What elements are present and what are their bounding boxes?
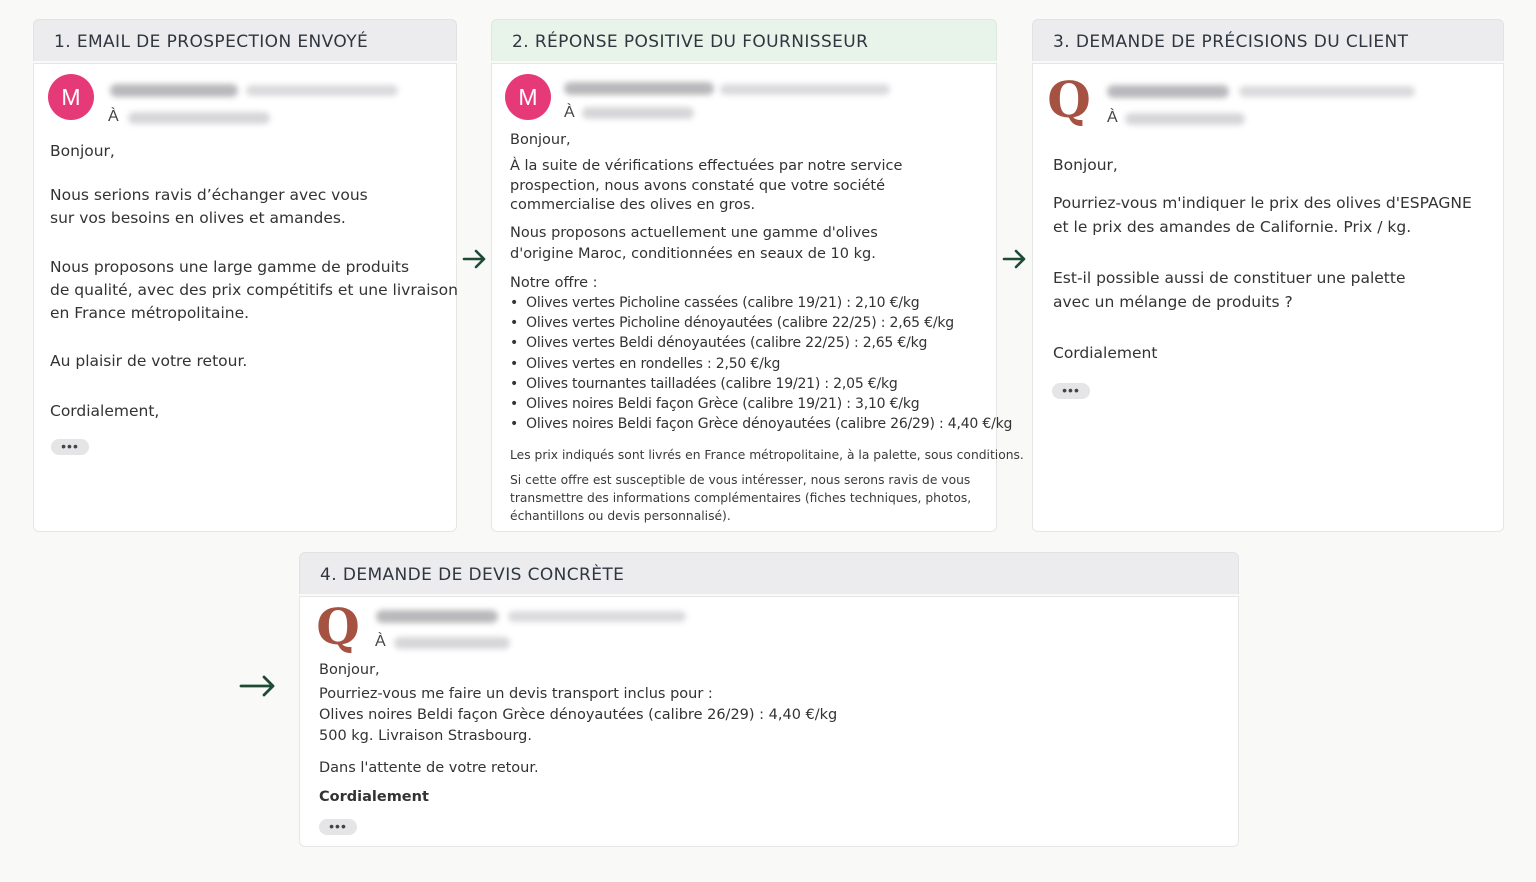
greeting: Bonjour, xyxy=(319,662,380,678)
card-title: 4. DEMANDE DE DEVIS CONCRÈTE xyxy=(299,552,1239,594)
arrow-right-icon xyxy=(1001,245,1029,273)
body-line: avec un mélange de produits ? xyxy=(1053,293,1293,311)
greeting: Bonjour, xyxy=(1053,156,1118,174)
more-options-icon[interactable]: ••• xyxy=(319,819,357,835)
recipient-redacted xyxy=(582,107,694,119)
sender-avatar[interactable]: M xyxy=(48,74,94,120)
recipient-redacted xyxy=(394,637,510,649)
sender-name-redacted xyxy=(110,84,238,97)
sender-email-redacted xyxy=(720,84,890,95)
sender-name-redacted xyxy=(1107,85,1229,98)
greeting: Bonjour, xyxy=(510,132,571,148)
body-line: de qualité, avec des prix compétitifs et une livraison xyxy=(50,281,458,299)
sender-email-redacted xyxy=(1239,86,1415,97)
body-line: prospection, nous avons constaté que votre société xyxy=(510,178,886,194)
body-line: d'origine Maroc, conditionnées en seaux de 10 kg. xyxy=(510,246,876,262)
body-line: commercialise des olives en gros. xyxy=(510,197,756,213)
recipient-redacted xyxy=(1125,113,1245,125)
sender-email-redacted xyxy=(508,611,686,622)
body-line: Nous proposons actuellement une gamme d'olives xyxy=(510,225,878,241)
sender-email-redacted xyxy=(246,85,398,96)
body-line: Est-il possible aussi de constituer une palette xyxy=(1053,269,1406,287)
body-line: Au plaisir de votre retour. xyxy=(50,352,248,370)
arrow-right-icon xyxy=(238,672,278,700)
offer-item: • Olives noires Beldi façon Grèce dénoyautées (calibre 26/29) : 4,40 €/kg xyxy=(510,414,1012,434)
signoff: Cordialement xyxy=(1053,344,1158,362)
email-body xyxy=(299,596,1239,847)
body-line: sur vos besoins en olives et amandes. xyxy=(50,209,346,227)
email-body xyxy=(491,63,1024,532)
card-title: 2. RÉPONSE POSITIVE DU FOURNISSEUR xyxy=(491,19,997,61)
email-body xyxy=(33,63,457,532)
body-line: À la suite de vérifications effectuées par notre service xyxy=(510,158,903,174)
body-line: en France métropolitaine. xyxy=(50,304,250,322)
sender-avatar[interactable]: M xyxy=(505,74,551,120)
arrow-right-icon xyxy=(461,245,489,273)
body-line: Pourriez-vous m'indiquer le prix des olives d'ESPAGNE xyxy=(1053,194,1472,212)
body-line: Nous proposons une large gamme de produits xyxy=(50,258,410,276)
offer-item: • Olives vertes Beldi dénoyautées (calibre 22/25) : 2,65 €/kg xyxy=(510,333,1012,353)
recipient-redacted xyxy=(128,112,270,124)
signoff: Cordialement, xyxy=(50,402,160,420)
offer-item: • Olives vertes Picholine cassées (calibre 19/21) : 2,10 €/kg xyxy=(510,293,1012,313)
card-title: 1. EMAIL DE PROSPECTION ENVOYÉ xyxy=(33,19,457,61)
body-line: Dans l'attente de votre retour. xyxy=(319,760,539,776)
closing-line: échantillons ou devis personnalisé). xyxy=(510,509,731,523)
sender-name-redacted xyxy=(376,610,498,623)
email-card-4 xyxy=(299,552,1239,847)
closing-line: transmettre des informations complémentaires (fiches techniques, photos, xyxy=(510,491,972,505)
offer-item: • Olives vertes en rondelles : 2,50 €/kg xyxy=(510,354,1012,374)
offer-title: Notre offre : xyxy=(510,275,598,291)
sender-avatar[interactable]: Q xyxy=(1047,70,1091,129)
recipient-label: À xyxy=(108,108,119,125)
email-card-1 xyxy=(33,19,457,532)
sender-avatar[interactable]: Q xyxy=(316,597,360,656)
closing-line: Si cette offre est susceptible de vous intéresser, nous serons ravis de vous xyxy=(510,473,971,487)
sender-name-redacted xyxy=(564,82,714,95)
recipient-label: À xyxy=(375,633,386,650)
offer-item: • Olives tournantes tailladées (calibre 19/21) : 2,05 €/kg xyxy=(510,374,1012,394)
card-title: 3. DEMANDE DE PRÉCISIONS DU CLIENT xyxy=(1032,19,1504,61)
body-line: Pourriez-vous me faire un devis transport inclus pour : xyxy=(319,686,713,702)
more-options-icon[interactable]: ••• xyxy=(1052,383,1090,399)
more-options-icon[interactable]: ••• xyxy=(51,439,89,455)
recipient-label: À xyxy=(564,104,575,121)
recipient-label: À xyxy=(1107,109,1118,126)
email-card-2 xyxy=(491,19,1024,532)
signoff: Cordialement xyxy=(319,789,429,805)
body-line: Olives noires Beldi façon Grèce dénoyautées (calibre 26/29) : 4,40 €/kg xyxy=(319,707,838,723)
greeting: Bonjour, xyxy=(50,142,115,160)
offer-item: • Olives noires Beldi façon Grèce (calibre 19/21) : 3,10 €/kg xyxy=(510,394,1012,414)
email-card-3 xyxy=(1032,19,1504,532)
offer-item: • Olives vertes Picholine dénoyautées (calibre 22/25) : 2,65 €/kg xyxy=(510,313,1012,333)
body-line: et le prix des amandes de Californie. Prix / kg. xyxy=(1053,218,1412,236)
body-line: 500 kg. Livraison Strasbourg. xyxy=(319,728,532,744)
email-body xyxy=(1032,63,1504,532)
offer-list xyxy=(510,293,1012,434)
body-line: Nous serions ravis d’échanger avec vous xyxy=(50,186,368,204)
price-note: Les prix indiqués sont livrés en France métropolitaine, à la palette, sous conditions. xyxy=(510,448,1024,462)
